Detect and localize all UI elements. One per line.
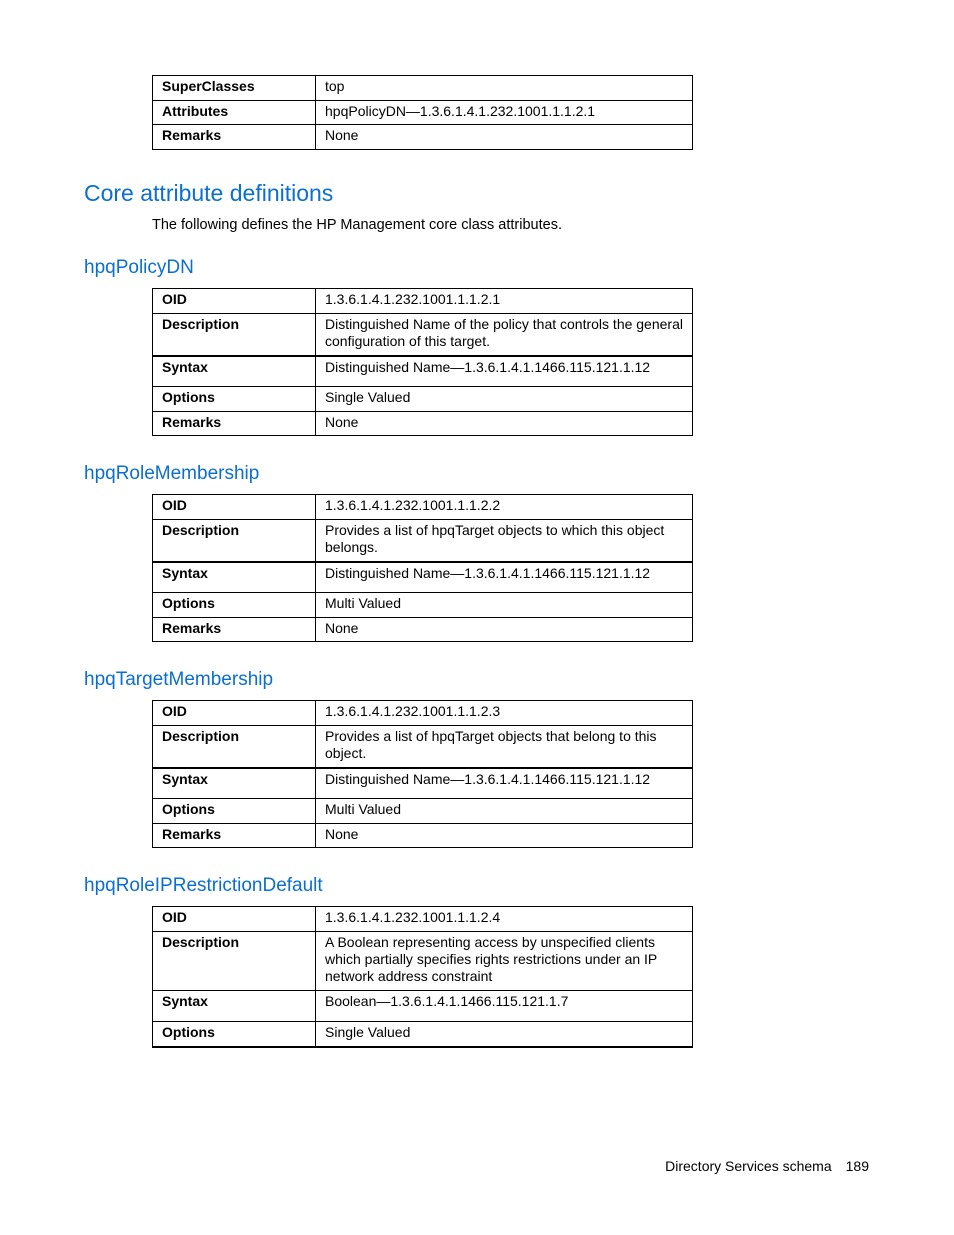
row-key: OID <box>153 495 316 520</box>
table-row <box>153 932 693 991</box>
row-value: Distinguished Name—1.3.6.1.4.1.1466.115.121.1.12 <box>316 562 693 593</box>
section-title: Core attribute definitions <box>84 180 334 206</box>
table-row <box>153 125 693 150</box>
row-key: Remarks <box>153 412 316 436</box>
table-row <box>153 495 693 520</box>
row-key: Description <box>153 726 316 768</box>
row-value: 1.3.6.1.4.1.232.1001.1.1.2.2 <box>316 495 693 520</box>
row-value: Multi Valued <box>316 593 693 618</box>
row-value: 1.3.6.1.4.1.232.1001.1.1.2.3 <box>316 701 693 726</box>
row-key: OID <box>153 701 316 726</box>
table-row <box>153 356 693 387</box>
row-value: Distinguished Name—1.3.6.1.4.1.1466.115.121.1.12 <box>316 768 693 799</box>
row-value: None <box>316 618 693 642</box>
row-key: Syntax <box>153 991 316 1022</box>
row-key: SuperClasses <box>153 76 316 101</box>
table-row <box>153 824 693 848</box>
table-row <box>153 562 693 593</box>
row-key: Syntax <box>153 768 316 799</box>
table-row <box>153 991 693 1022</box>
row-key: Options <box>153 799 316 824</box>
attribute-heading: hpqRoleMembership <box>84 463 260 484</box>
row-key: OID <box>153 907 316 932</box>
attribute-table <box>152 906 693 1048</box>
table-row <box>153 768 693 799</box>
row-value: Multi Valued <box>316 799 693 824</box>
attribute-table <box>152 700 693 848</box>
page-footer <box>665 1158 869 1174</box>
row-key: Remarks <box>153 824 316 848</box>
row-key: Options <box>153 1022 316 1047</box>
row-key: Remarks <box>153 618 316 642</box>
row-value: 1.3.6.1.4.1.232.1001.1.1.2.4 <box>316 907 693 932</box>
row-value: Single Valued <box>316 387 693 412</box>
attribute-heading: hpqTargetMembership <box>84 669 274 690</box>
row-key: Syntax <box>153 356 316 387</box>
row-value: None <box>316 412 693 436</box>
table-row <box>153 907 693 932</box>
table-row <box>153 520 693 562</box>
row-value: Boolean—1.3.6.1.4.1.1466.115.121.1.7 <box>316 991 693 1022</box>
row-key: Description <box>153 932 316 991</box>
attribute-table <box>152 494 693 642</box>
row-value: None <box>316 125 693 150</box>
table-row <box>153 76 693 101</box>
row-key: Options <box>153 387 316 412</box>
row-key: Description <box>153 314 316 356</box>
section-intro: The following defines the HP Management core class attributes. <box>152 217 562 233</box>
table-row <box>153 799 693 824</box>
row-value: Provides a list of hpqTarget objects to which this object belongs. <box>316 520 693 562</box>
footer-text: Directory Services schema <box>665 1158 832 1174</box>
row-value: A Boolean representing access by unspecified clients which partially specifies rights restrictions under an IP network address constraint <box>316 932 693 991</box>
table-row <box>153 701 693 726</box>
attribute-table <box>152 288 693 436</box>
table-row <box>153 101 693 125</box>
row-key: OID <box>153 289 316 314</box>
table-row <box>153 618 693 642</box>
table-row <box>153 726 693 768</box>
attribute-heading: hpqRoleIPRestrictionDefault <box>84 875 323 896</box>
row-value: Single Valued <box>316 1022 693 1047</box>
row-value: 1.3.6.1.4.1.232.1001.1.1.2.1 <box>316 289 693 314</box>
row-key: Attributes <box>153 101 316 125</box>
table-row <box>153 593 693 618</box>
table-row <box>153 314 693 356</box>
row-value: None <box>316 824 693 848</box>
table-row <box>153 387 693 412</box>
row-key: Remarks <box>153 125 316 150</box>
table-row <box>153 289 693 314</box>
row-value: top <box>316 76 693 101</box>
table-row <box>153 412 693 436</box>
table-row <box>153 1022 693 1047</box>
row-key: Syntax <box>153 562 316 593</box>
row-value: Distinguished Name—1.3.6.1.4.1.1466.115.121.1.12 <box>316 356 693 387</box>
row-value: Distinguished Name of the policy that controls the general configuration of this target. <box>316 314 693 356</box>
row-key: Options <box>153 593 316 618</box>
row-key: Description <box>153 520 316 562</box>
attribute-heading: hpqPolicyDN <box>84 257 194 278</box>
class-properties-table <box>152 75 693 150</box>
row-value: hpqPolicyDN—1.3.6.1.4.1.232.1001.1.1.2.1 <box>316 101 693 125</box>
page-number: 189 <box>845 1158 869 1174</box>
row-value: Provides a list of hpqTarget objects that belong to this object. <box>316 726 693 768</box>
